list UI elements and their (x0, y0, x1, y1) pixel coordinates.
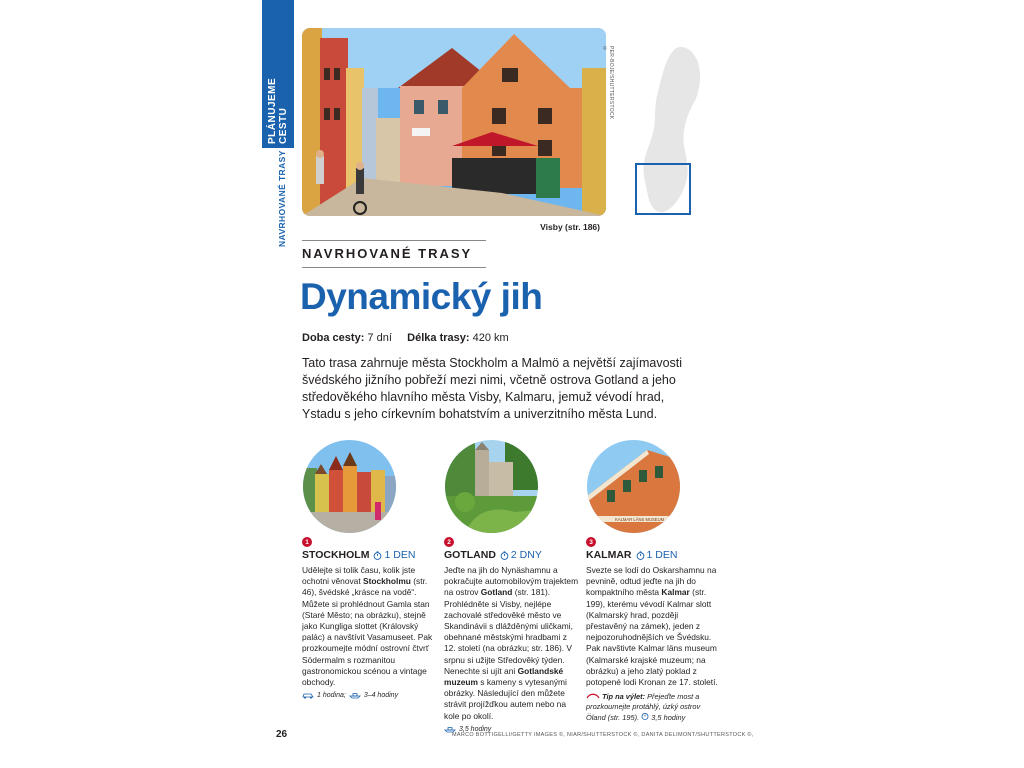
stop-duration: 1 DEN (646, 549, 678, 561)
gotland-photo (445, 440, 538, 533)
stopwatch-icon (636, 551, 645, 560)
hero-photo-visby (302, 28, 606, 216)
kalmar-photo (587, 440, 680, 533)
stop-stockholm (302, 440, 437, 699)
sweden-locator-map (628, 42, 708, 222)
day-trip-tip: Tip na výlet: Přejeďte most a prozkoumejte protáhlý, úzký ostrov Öland (str. 195). 3,5 hodiny (586, 692, 701, 723)
stop-kalmar (586, 440, 721, 723)
stop-description: Jeďte na jih do Nynäshamnu a pokračujte automobilovým trajektem na ostrov Gotland (str. 181). Prohlédněte si Visby, nejlépe zachovalé středověké město ve Skandinávii s dlážděnými uličkami, obehnané městskými hradbami z 12. století (na obrázku; str. 186). V srpnu si užijte Středověký týden. Nenechte si ujít ani Gotlandské muzeum s kameny s vytesanými obrázky. Následující den můžete strávit projížďkou autem nebo na kole po okolí. (444, 565, 579, 721)
stop-name: KALMAR (586, 549, 632, 561)
stop-number-badge: 3 (586, 537, 596, 547)
photo-credits: MARCO BOTTIGELLI/GETTY IMAGES ©, NIAR/SHUTTERSTOCK ©, DANITA DELIMONT/SHUTTERSTOCK ©, (452, 732, 754, 738)
stop-gotland (444, 440, 579, 733)
stop-name: GOTLAND (444, 549, 496, 561)
travel-times: 3,5 hodiny (444, 726, 579, 733)
length-value: 420 km (472, 332, 509, 344)
car-icon (302, 692, 314, 699)
duration-label: Doba cesty: (302, 332, 365, 344)
travel-times: 1 hodina; 3–4 hodiny (302, 692, 437, 699)
trip-meta (302, 332, 509, 344)
kicker-rule-bottom (302, 267, 486, 268)
ferry-icon (349, 692, 361, 699)
stop-duration: 2 DNY (510, 549, 542, 561)
section-tab-label: PLÁNUJEME CESTU (267, 77, 289, 144)
museum-sign-text: KALMAR LÄNS MUSEUM (615, 517, 665, 522)
page-title: Dynamický jih (300, 276, 543, 317)
stop-name: STOCKHOLM (302, 549, 370, 561)
kicker-rule-top (302, 240, 486, 241)
stop-duration: 1 DEN (384, 549, 416, 561)
stopwatch-icon (373, 551, 382, 560)
stopwatch-icon (641, 712, 649, 720)
stockholm-photo (303, 440, 396, 533)
length-label: Délka trasy: (407, 332, 470, 344)
page-number: 26 (276, 729, 288, 740)
bridge-icon (586, 693, 600, 699)
intro-paragraph: Tato trasa zahrnuje města Stockholm a Malmö a největší zajímavosti švédského jižního pobřeží mezi nimi, včetně ostrova Gotland a jeho středověkého hlavního města Visby, Kalmaru, jemuž vévodí hrad, Ystadu s jeho církevním bohatstvím a univerzitního města Lund. (302, 356, 683, 421)
hero-caption: Visby (str. 186) (540, 222, 600, 232)
chapter-label: NAVRHOVANÉ TRASY (277, 150, 287, 247)
stopwatch-icon (500, 551, 509, 560)
stop-number-badge: 1 (302, 537, 312, 547)
hero-photo-credit: PER-BOJE/SHUTTERSTOCK © (602, 46, 614, 120)
duration-value: 7 dní (367, 332, 392, 344)
stop-description: Udělejte si tolik času, kolik jste ochotni věnovat Stockholmu (str. 46), švédské „krásce na vodě“. Můžete si prohlédnout Gamla stan (Staré Město; na obrázku), stejně jako Kungliga slottet (Královský palác) a navštívit Vasamuseet. Pak prozkoumejte módní ostrovní čtvrť Södermalm s rozmanitou gastronomickou scénou a vintage obchody. (302, 565, 433, 688)
section-kicker: NAVRHOVANÉ TRASY (302, 246, 473, 261)
stop-description: Svezte se lodí do Oskarshamnu na pevnině, odtud jeďte na jih do kompaktního města Kalmar (str. 199), kterému vévodí Kalmar slott (Kalmarský hrad, později přestavěný na zámek), jeden z nejpozoruhodnějších ve Švédsku. Pak navštivte Kalmar läns museum (Kalmarské krajské muzeum; na obrázku) a jeho zlatý poklad z potopené lodi Kronan ze 17. století. (586, 565, 718, 688)
stop-number-badge: 2 (444, 537, 454, 547)
